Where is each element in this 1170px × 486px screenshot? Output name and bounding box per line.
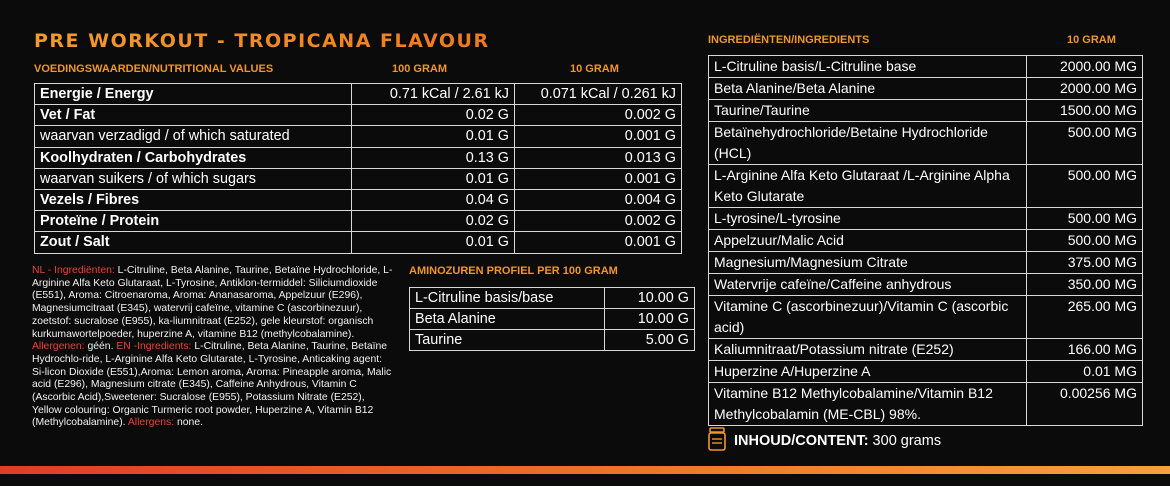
nutrient-value-10g: 0.001 G — [515, 232, 682, 253]
table-row — [709, 208, 1143, 230]
table-row — [410, 309, 695, 330]
product-title: PRE WORKOUT - TROPICANA FLAVOUR — [34, 30, 490, 52]
ingredient-value: 265.00 MG — [1027, 296, 1143, 339]
nutrient-value-10g: 0.001 G — [515, 126, 682, 147]
nutrient-label: Proteïne / Protein — [35, 211, 352, 232]
nutrient-value-100g: 0.02 G — [352, 105, 515, 126]
ingredient-label: Vitamine B12 Methylcobalamine/Vitamin B12 Methylcobalamin (ME-CBL) 98%. — [709, 383, 1027, 426]
nutrient-label: waarvan verzadigd / of which saturated — [35, 126, 352, 147]
nutrient-value-100g: 0.71 kCal / 2.61 kJ — [352, 84, 515, 105]
en-allergens-label: Allergens: — [127, 417, 175, 429]
nl-allergens-label: Allergenen: — [32, 341, 85, 353]
en-allergens-text: none. — [174, 417, 203, 429]
nutrient-value-10g: 0.071 kCal / 0.261 kJ — [515, 84, 682, 105]
ingredient-label: Watervrije cafeïne/Caffeine anhydrous — [709, 274, 1027, 296]
nutrient-label: Vet / Fat — [35, 105, 352, 126]
nl-ingredients-label: NL - Ingrediënten: — [32, 265, 115, 276]
table-row — [709, 56, 1143, 78]
table-row — [709, 383, 1143, 426]
table-row — [709, 78, 1143, 100]
table-row — [35, 105, 682, 126]
amino-value: 5.00 G — [605, 330, 695, 351]
content-value: 300 grams — [868, 433, 942, 449]
content-label: INHOUD/CONTENT: — [734, 433, 869, 449]
nutrition-table — [34, 83, 682, 254]
amino-table — [409, 287, 695, 351]
amino-label: Beta Alanine — [410, 309, 605, 330]
table-row — [35, 189, 682, 210]
nutrient-label: Energie / Energy — [35, 84, 352, 105]
en-ingredients-text: L-Citruline, Beta Alanine, Taurine, Betaïne Hydrochlo-ride, L-Arginine Alfa Keto Glutarate, L-Tyrosine, Anticaking agent: Si-licon Dioxide (E551),Aroma: Lemon aroma, Aroma: Pineapple aroma, Malic acid (E296), Magnesium citrate (E345), Caffeine Anhydrous, Vitamin C (Ascorbic Acid),Sweetener: Sucralose (E955), Potassium Nitrate (E252), Yellow colouring: Organic Turmeric root powder, Huperzine A, Vitamin B12 (Methylcobalamine). — [32, 341, 392, 429]
nutrition-col-10g: 10 GRAM — [570, 63, 619, 75]
ingredient-label: Betaïnehydrochloride/Betaine Hydrochloride (HCL) — [709, 122, 1027, 165]
nutrient-value-100g: 0.04 G — [352, 189, 515, 210]
nutrient-label: Vezels / Fibres — [35, 189, 352, 210]
amino-label: L-Citruline basis/base — [410, 288, 605, 309]
ingredient-label: Taurine/Taurine — [709, 100, 1027, 122]
jar-icon — [708, 427, 726, 455]
table-row — [709, 100, 1143, 122]
content-info — [708, 427, 941, 455]
ingredient-value: 166.00 MG — [1027, 339, 1143, 361]
ingredient-label: Vitamine C (ascorbinezuur)/Vitamin C (ascorbic acid) — [709, 296, 1027, 339]
ingredient-value: 1500.00 MG — [1027, 100, 1143, 122]
nutrient-label: Koolhydraten / Carbohydrates — [35, 147, 352, 168]
nutrient-value-100g: 0.02 G — [352, 211, 515, 232]
ingredient-label: Huperzine A/Huperzine A — [709, 361, 1027, 383]
en-ingredients-label: EN -Ingredients: — [116, 341, 192, 353]
ingredient-value: 0.01 MG — [1027, 361, 1143, 383]
ingredient-label: L-Arginine Alfa Keto Glutaraat /L-Arginine Alpha Keto Glutarate — [709, 165, 1027, 208]
ingredient-label: Beta Alanine/Beta Alanine — [709, 78, 1027, 100]
nutrient-value-100g: 0.01 G — [352, 232, 515, 253]
ingredient-value: 500.00 MG — [1027, 165, 1143, 208]
nutrition-header: VOEDINGSWAARDEN/NUTRITIONAL VALUES — [34, 63, 274, 75]
nutrient-label: Zout / Salt — [35, 232, 352, 253]
ingredient-label: L-tyrosine/L-tyrosine — [709, 208, 1027, 230]
table-row — [709, 252, 1143, 274]
table-row — [709, 230, 1143, 252]
table-row — [709, 274, 1143, 296]
table-row — [709, 296, 1143, 339]
table-row — [35, 126, 682, 147]
table-row — [709, 339, 1143, 361]
table-row — [35, 232, 682, 253]
amino-header: AMINOZUREN PROFIEL PER 100 GRAM — [409, 265, 618, 277]
table-row — [35, 211, 682, 232]
nl-allergens-text: géén. — [84, 341, 117, 353]
amino-value: 10.00 G — [605, 288, 695, 309]
nutrient-value-10g: 0.002 G — [515, 105, 682, 126]
ingredient-label: L-Citruline basis/L-Citruline base — [709, 56, 1027, 78]
ingredient-value: 500.00 MG — [1027, 230, 1143, 252]
ingredients-col-10g: 10 GRAM — [1067, 34, 1116, 46]
nl-ingredients-text: L-Citruline, Beta Alanine, Taurine, Betaïne Hydrochloride, L-Arginine Alfa Keto Glutaraat, L-Tyrosine, Antiklon-termiddel: Siliciumdioxide (E551), Aroma: Citroenaroma, Aroma: Ananasaroma, Appelzuur (E296), Magnesiumcitraat (E345), watervrij cafeïne, vitamine C (ascorbinezuur), zoetstof: sucralose (E955), ka-liumnitraat (E252), gele kleurstof: organisch kurkumawortelpoeder, huperzine A, vitamine B12 (methylcobalamine). — [32, 265, 393, 340]
nutrient-value-10g: 0.013 G — [515, 147, 682, 168]
ingredients-table — [708, 55, 1143, 426]
ingredient-value: 500.00 MG — [1027, 122, 1143, 165]
ingredient-label: Magnesium/Magnesium Citrate — [709, 252, 1027, 274]
table-row — [709, 122, 1143, 165]
nutrient-value-10g: 0.002 G — [515, 211, 682, 232]
table-row — [35, 84, 682, 105]
ingredient-value: 500.00 MG — [1027, 208, 1143, 230]
nutrient-value-10g: 0.004 G — [515, 189, 682, 210]
ingredients-text — [32, 265, 394, 430]
ingredient-value: 0.00256 MG — [1027, 383, 1143, 426]
ingredient-label: Appelzuur/Malic Acid — [709, 230, 1027, 252]
ingredient-value: 375.00 MG — [1027, 252, 1143, 274]
nutrient-value-100g: 0.01 G — [352, 126, 515, 147]
nutrient-value-10g: 0.001 G — [515, 168, 682, 189]
ingredient-label: Kaliumnitraat/Potassium nitrate (E252) — [709, 339, 1027, 361]
table-row — [410, 288, 695, 309]
ingredients-header: INGREDIËNTEN/INGREDIENTS — [708, 34, 870, 46]
nutrient-value-100g: 0.01 G — [352, 168, 515, 189]
table-row — [35, 168, 682, 189]
bottom-stripe — [0, 466, 1170, 474]
ingredient-value: 2000.00 MG — [1027, 78, 1143, 100]
nutrient-value-100g: 0.13 G — [352, 147, 515, 168]
ingredient-value: 2000.00 MG — [1027, 56, 1143, 78]
ingredient-value: 350.00 MG — [1027, 274, 1143, 296]
table-row — [709, 361, 1143, 383]
table-row — [709, 165, 1143, 208]
nutrition-col-100g: 100 GRAM — [392, 63, 448, 75]
amino-value: 10.00 G — [605, 309, 695, 330]
amino-label: Taurine — [410, 330, 605, 351]
table-row — [35, 147, 682, 168]
nutrient-label: waarvan suikers / of which sugars — [35, 168, 352, 189]
table-row — [410, 330, 695, 351]
